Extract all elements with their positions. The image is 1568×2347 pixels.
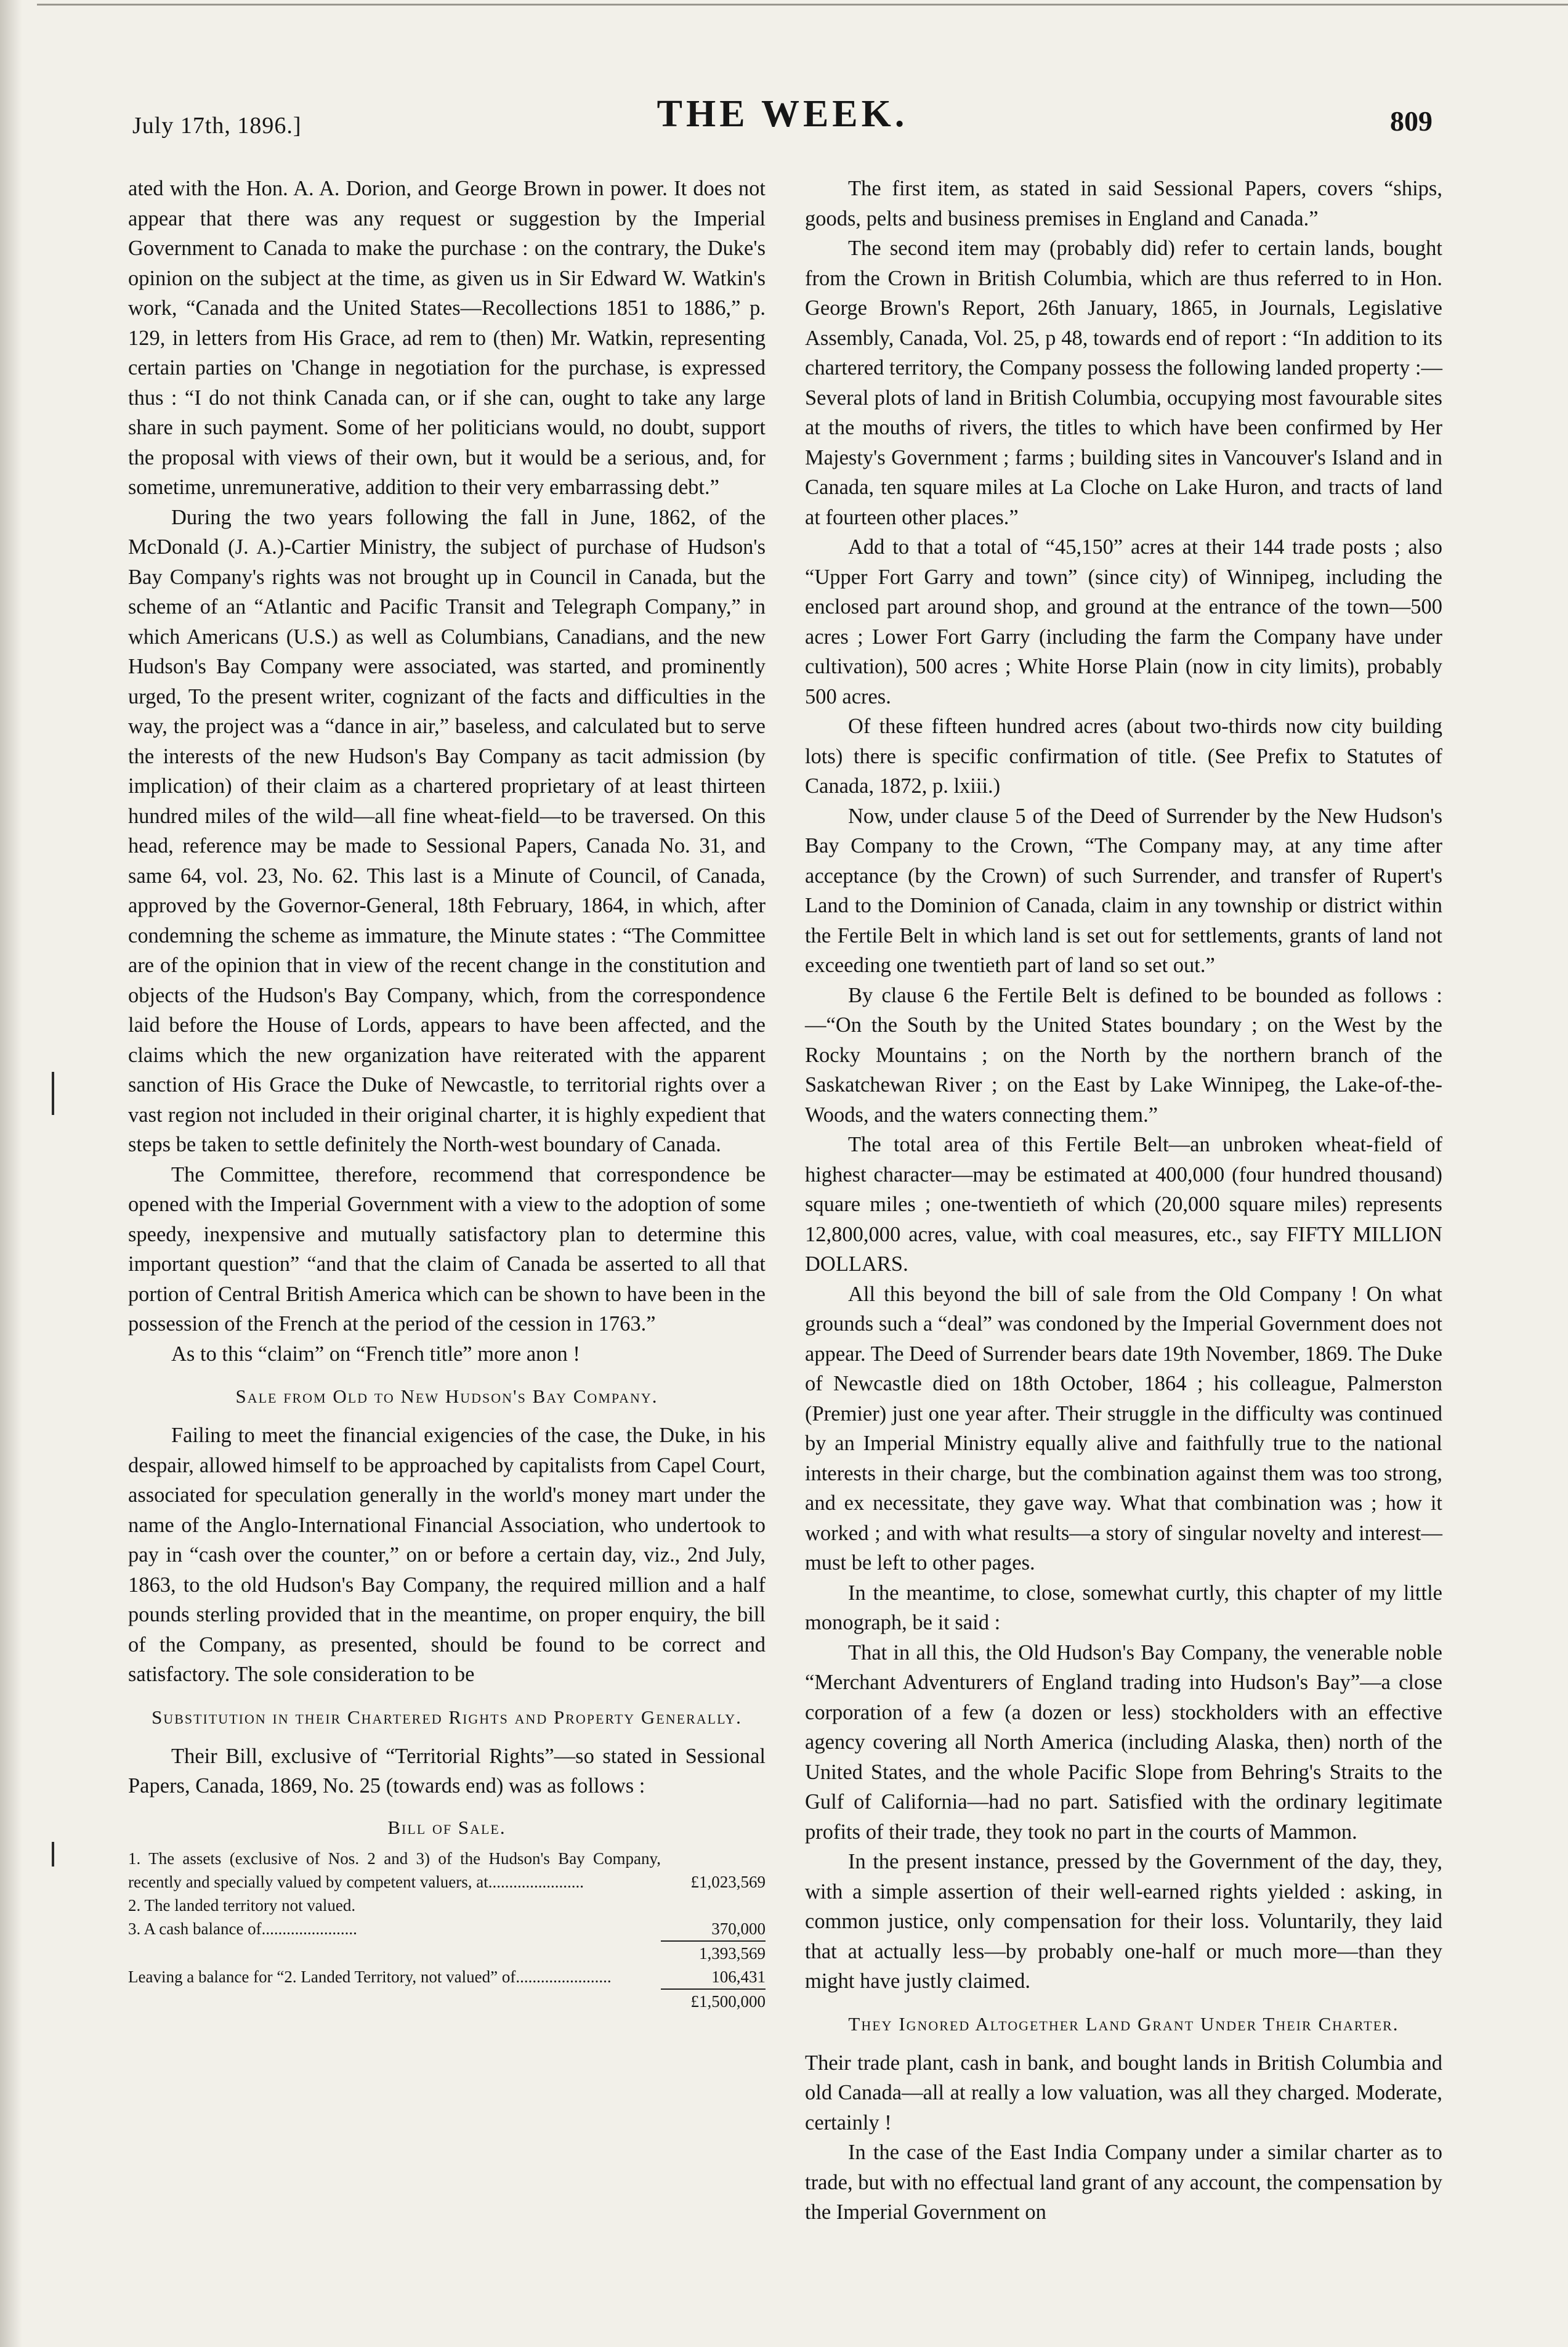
paragraph: By clause 6 the Fertile Belt is defined to be bounded as follows :—“On the South by the United States boundary ; on the West by the Rocky Mountains ; on the North by the northern branch of the Saskatchewan River ; on the East by Lake Winnipeg, the Lake-of-the-Woods, and the waters connecting them.” bbox=[805, 983, 1442, 1127]
bill-title: Bill of Sale. bbox=[387, 1816, 506, 1838]
left-column bbox=[128, 174, 766, 2013]
bill-total-row bbox=[128, 1990, 766, 2013]
paragraph: Now, under clause 5 of the Deed of Surrender by the New Hudson's Bay Company to the Crown, “The Company may, at any time after acceptance (by the Crown) of such Surrender, and transfer of Rupert's Land to the Dominion of Canada, claim in any township or district within the Fertile Belt in which land is set out for settlements, grants of land not exceeding one twentieth part of land so set out.” bbox=[805, 804, 1442, 977]
bill-item-amount: 370,000 bbox=[711, 1919, 766, 1938]
paragraph: Of these fifteen hundred acres (about two-thirds now city building lots) there is specific confirmation of title. (See Prefix to Statutes of Canada, 1872, p. lxiii.) bbox=[805, 715, 1442, 798]
bill-item bbox=[128, 1917, 766, 1940]
paragraph: Failing to meet the financial exigencies of the case, the Duke, in his despair, allowed himself to be approached by capitalists from Capel Court, associated for speculation generally in the world's money mart under the name of the Anglo-International Financial Association, who undertook to pay in “cash over the counter,” on or before a certain day, viz., 2nd July, 1863, to the old Hudson's Bay Company, the required million and a half pounds sterling provided that in the meantime, on proper enquiry, the bill of the Company, as presented, should be found to be correct and satisfactory. The sole consideration to be bbox=[128, 1424, 766, 1686]
bill-item bbox=[128, 1894, 766, 1917]
paragraph: During the two years following the fall in June, 1862, of the McDonald (J. A.)-Cartier Ministry, the subject of purchase of Hudson's Bay Company's rights was not brought up in Council in Canada, but the scheme of an “Atlantic and Pacific Transit and Telegraph Company,” in which Americans (U.S.) as well as Columbians, Canadians, and the new Hudson's Bay Company were associated, was started, and prominently urged, To the present writer, cognizant of the facts and difficulties in the way, the project was a “dance in air,” baseless, and calculated but to serve the interests of the new Hudson's Bay Company as tacit admission (by implication) of their claim as a chartered proprietary of at least thirteen hundred miles of the wild—all fine wheat-field—to be traversed. On this head, reference may be made to Sessional Papers, Canada No. 31, and same 64, vol. 23, No. 62. This last is a Minute of Council, of Canada, approved by the Governor-General, 18th February, 1864, in which, after condemning the scheme as immature, the Minute states : “The Committee are of the opinion that in view of the recent change in the constitution and objects of the Hudson's Bay Company, which, from the correspondence laid before the House of Lords, appears to have been affected, and the claims which the new organization have reiterated with the apparent sanction of His Grace the Duke of Newcastle, to territorial rights over a vast region not included in their original charter, it is highly expedient that steps be taken to settle definitely the North-west boundary of Canada. bbox=[128, 505, 766, 1156]
section-heading: Sale from Old to New Hudson's Bay Company. bbox=[235, 1385, 658, 1407]
page-edge-shadow bbox=[0, 0, 22, 2347]
page-number: 809 bbox=[1390, 105, 1433, 137]
paragraph: All this beyond the bill of sale from the Old Company ! On what grounds such a “deal” was condoned by the Imperial Government does not appear. The Deed of Surrender bears date 19th November, 1869. The Duke of Newcastle died on 18th October, 1864 ; his colleague, Palmerston (Premier) just one year after. Their struggle in the difficulty was continued by an Imperial Ministry equally alive and faithfully true to the national interests in their charge, but the combination against them was too strong, and ex necessitate, they gave way. What that combination was ; how it worked ; and with what results—a story of singular novelty and interest—must be left to other pages. bbox=[805, 1282, 1442, 1575]
publication-title: THE WEEK. bbox=[657, 93, 908, 135]
bill-item-text: 2. The landed territory not valued. bbox=[128, 1895, 356, 1915]
bill-subtotal-row bbox=[128, 1942, 766, 1965]
section-heading: They Ignored Altogether Land Grant Under Their Charter. bbox=[848, 2013, 1399, 2035]
paragraph: The total area of this Fertile Belt—an unbroken wheat-field of highest character—may be estimated at 400,000 (four hundred thousand) square miles ; one-twentieth of which (20,000 square miles) represents 12,800,000 acres, value, with coal measures, etc., say FIFTY MILLION DOLLARS. bbox=[805, 1133, 1442, 1276]
paragraph: Their trade plant, cash in bank, and bought lands in British Columbia and old Canada—all at really a low valuation, was all they charged. Moderate, certainly ! bbox=[805, 2051, 1442, 2134]
paragraph: ated with the Hon. A. A. Dorion, and George Brown in power. It does not appear that there was any request or suggestion by the Imperial Government to Canada to make the purchase : on the contrary, the Duke's opinion on the subject at the time, as given us in Sir Edward W. Watkin's work, “Canada and the United States—Recollections 1851 to 1886,” p. 129, in letters from His Grace, ad rem to (then) Mr. Watkin, representing certain parties on 'Change in negotiation for the purchase, is expressed thus : “I do not think Canada can, or if she can, ought to take any large share in such payment. Some of her politicians would, no doubt, support the proposal with views of their own, but it would be a serious, and, for sometime, unremunerative, addition to their very embarrassing debt.” bbox=[128, 177, 766, 499]
bill-item bbox=[128, 1847, 766, 1894]
section-heading: Substitution in their Chartered Rights and Property Generally. bbox=[152, 1706, 742, 1728]
paragraph: As to this “claim” on “French title” more anon ! bbox=[171, 1342, 580, 1366]
paragraph: That in all this, the Old Hudson's Bay Company, the venerable noble “Merchant Adventurers of England trading into Hudson's Bay”—a close corporation of a few (a dozen or less) stockholders with an effective agency covering all North America (including Alaska, then) north of the United States, and the whole Pacific Slope from Behring's Straits to the Gulf of California—had no part. Satisfied with the ordinary legitimate profits of their trade, they took no part in the courts of Mammon. bbox=[805, 1640, 1442, 1844]
paragraph: The Committee, therefore, recommend that correspondence be opened with the Imperial Government with a view to the adoption of some speedy, inexpensive and mutually satisfactory plan to determine this important question” “and that the claim of Canada be asserted to all that portion of Central British America which can be shown to have been in the possession of the French at the period of the cession in 1763.” bbox=[128, 1162, 766, 1336]
paragraph: In the present instance, pressed by the Government of the day, they, with a simple assertion of their well-earned rights yielded : asking, in common justice, only compensation for their loss. Voluntarily, they laid that at actually less—by probably one-half or much more—than they might have justly claimed. bbox=[805, 1850, 1442, 1993]
paragraph: In the case of the East India Company under a similar charter as to trade, but with no effectual land grant of any account, the compensation by the Imperial Government on bbox=[805, 2141, 1442, 2224]
paragraph: Add to that a total of “45,150” acres at their 144 trade posts ; also “Upper Fort Garry and town” (since city) of Winnipeg, including the enclosed part around shop, and ground at the entrance of the town—500 acres ; Lower Fort Garry (including the farm the Company have under cultivation), 500 acres ; White Horse Plain (now in city limits), probably 500 acres. bbox=[805, 535, 1442, 708]
bill-leaving-amount: 106,431 bbox=[711, 1967, 766, 1986]
bill-item-text: 1. The assets (exclusive of Nos. 2 and 3) of the Hudson's Bay Company, recently and specially valued by competent valuers, at....................... bbox=[128, 1849, 661, 1891]
bill-subtotal: 1,393,569 bbox=[699, 1944, 766, 1963]
bill-item bbox=[128, 1965, 766, 1988]
page-header bbox=[132, 92, 1433, 148]
bill-of-sale bbox=[128, 1814, 766, 2013]
bill-total: £1,500,000 bbox=[690, 1992, 766, 2011]
margin-mark bbox=[52, 1842, 54, 1867]
paragraph: Their Bill, exclusive of “Territorial Rights”—so stated in Sessional Papers, Canada, 1869, No. 25 (towards end) was as follows : bbox=[128, 1744, 766, 1798]
bill-leaving-text: Leaving a balance for “2. Landed Territory, not valued” of....................... bbox=[128, 1967, 612, 1986]
paragraph: In the meantime, to close, somewhat curtly, this chapter of my little monograph, be it said : bbox=[805, 1581, 1442, 1634]
paragraph: The first item, as stated in said Sessional Papers, covers “ships, goods, pelts and business premises in England and Canada.” bbox=[805, 177, 1442, 230]
margin-mark bbox=[52, 1072, 54, 1115]
issue-date: July 17th, 1896.] bbox=[132, 113, 302, 139]
top-edge-rule bbox=[37, 4, 1568, 6]
bill-item-amount: £1,023,569 bbox=[690, 1872, 766, 1891]
paragraph: The second item may (probably did) refer to certain lands, bought from the Crown in British Columbia, which are thus referred to in Hon. George Brown's Report, 26th January, 1865, in Journals, Legislative Assembly, Canada, Vol. 25, p 48, towards end of report : “In addition to its chartered territory, the Company possess the following landed property :—Several plots of land in British Columbia, occupying most favourable sites at the mouths of rivers, the titles to which have been confirmed by Her Majesty's Government ; farms ; building sites in Vancouver's Island and in Canada, ten square miles at La Cloche on Lake Huron, and tracts of land at fourteen other places.” bbox=[805, 237, 1442, 529]
right-column bbox=[805, 174, 1442, 2227]
bill-item-text: 3. A cash balance of....................... bbox=[128, 1919, 357, 1938]
